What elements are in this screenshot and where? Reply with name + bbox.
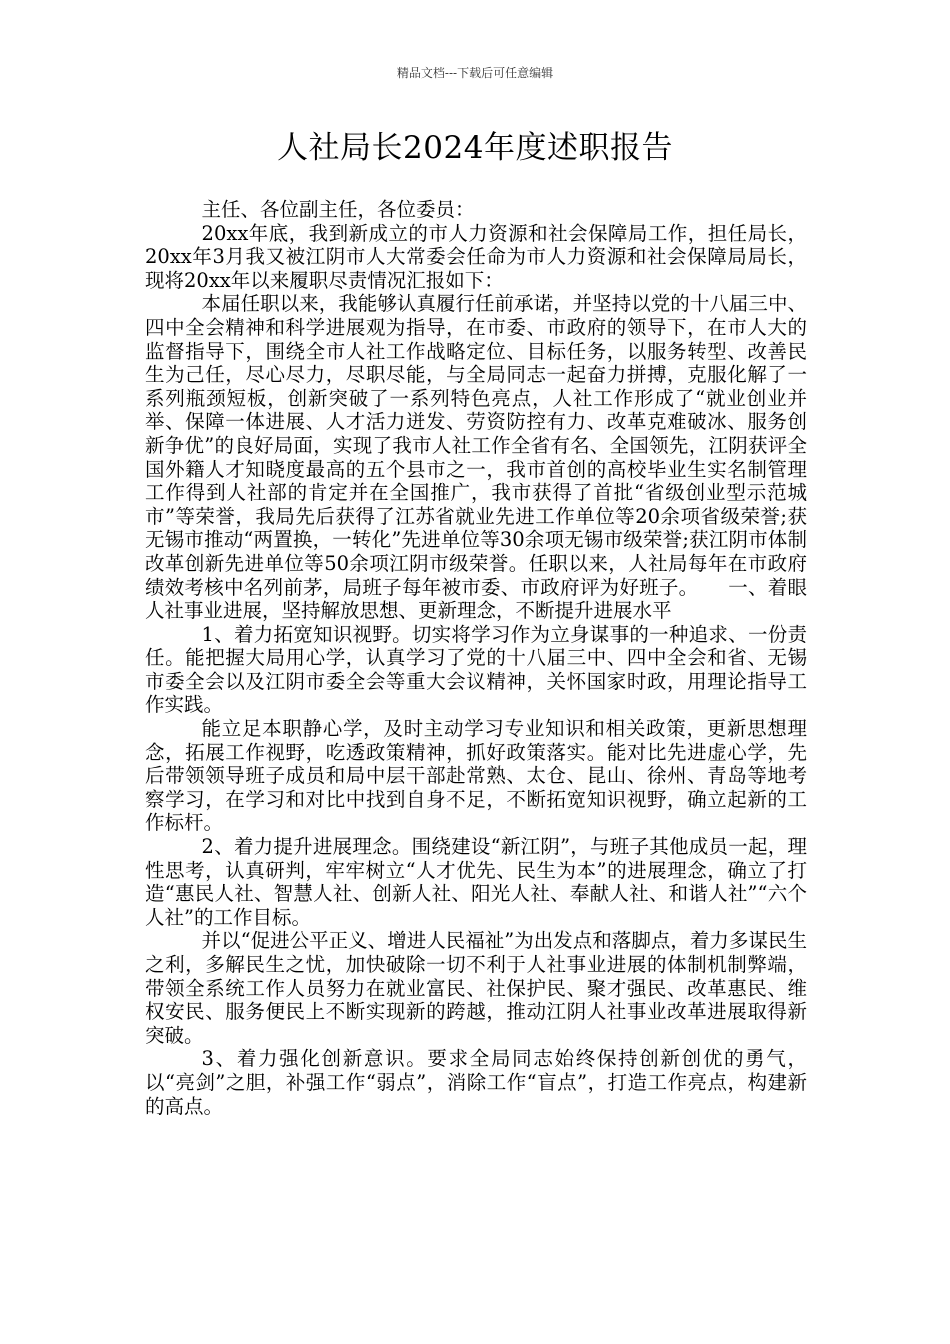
paragraph: 能立足本职静心学，及时主动学习专业知识和相关政策，更新思想理念，拓展工作视野，吃透政策精神，抓好政策落实。能对比先进虚心学，先后带领领导班子成员和局中层干部赴常熟、太仓、昆山、徐州、青岛等地考察学习，在学习和对比中找到自身不足，不断拓宽知识视野，确立起新的工作标杆。 [145,717,807,835]
paragraph: 1、着力拓宽知识视野。切实将学习作为立身谋事的一种追求、一份责任。能把握大局用心学，认真学习了党的十八届三中、四中全会和省、无锡市委全会以及江阴市委全会等重大会议精神，关怀国家时政，用理论指导工作实践。 [145,622,807,717]
paragraph: 本届任职以来，我能够认真履行任前承诺，并坚持以党的十八届三中、四中全会精神和科学进展观为指导，在市委、市政府的领导下，在市人大的监督指导下，围绕全市人社工作战略定位、目标任务，以服务转型、改善民生为己任，尽心尽力，尽职尽能，与全局同志一起奋力拼搏，克服化解了一系列瓶颈短板，创新突破了一系列特色亮点，人社工作形成了“就业创业并举、保障一体进展、人才活力迸发、劳资防控有力、改革克难破冰、服务创新争优”的良好局面，实现了我市人社工作全省有名、全国领先，江阴获评全国外籍人才知晓度最高的五个县市之一，我市首创的高校毕业生实名制管理工作得到人社部的肯定并在全国推广，我市获得了首批“省级创业型示范城市”等荣誉，我局先后获得了江苏省就业先进工作单位等20余项省级荣誉;获无锡市推动“两置换，一转化”先进单位等30余项无锡市级荣誉;获江阴市体制改革创新先进单位等50余项江阴市级荣誉。任职以来，人社局每年在市政府绩效考核中名列前茅，局班子每年被市委、市政府评为好班子。 一、着眼人社事业进展，坚持解放思想、更新理念，不断提升进展水平 [145,292,807,623]
document-title: 人社局长2024年度述职报告 [277,130,673,166]
document-body [145,198,807,1118]
paragraph-salutation: 主任、各位副主任，各位委员： [201,198,475,221]
paragraph: 20xx年底，我到新成立的市人力资源和社会保障局工作，担任局长，20xx年3月我又被江阴市人大常委会任命为市人力资源和社会保障局局长，现将20xx年以来履职尽责情况汇报如下： [145,221,807,292]
paragraph: 并以“促进公平正义、增进人民福祉”为出发点和落脚点，着力多谋民生之利，多解民生之忧，加快破除一切不利于人社事业进展的体制机制弊端，带领全系统工作人员努力在就业富民、社保护民、聚才强民、改革惠民、维权安民、服务便民上不断实现新的跨越，推动江阴人社事业改革进展取得新突破。 [145,929,807,1047]
paragraph: 3、着力强化创新意识。要求全局同志始终保持创新创优的勇气，以“亮剑”之胆，补强工作“弱点”，消除工作“盲点”，打造工作亮点，构建新的高点。 [145,1047,807,1118]
header-note: 精品文档---下载后可任意编辑 [396,66,554,80]
paragraph: 2、着力提升进展理念。围绕建设“新江阴”，与班子其他成员一起，理性思考，认真研判，牢牢树立“人才优先、民生为本”的进展理念，确立了打造“惠民人社、智慧人社、创新人社、阳光人社、奉献人社、和谐人社”“六个人社”的工作目标。 [145,835,807,929]
